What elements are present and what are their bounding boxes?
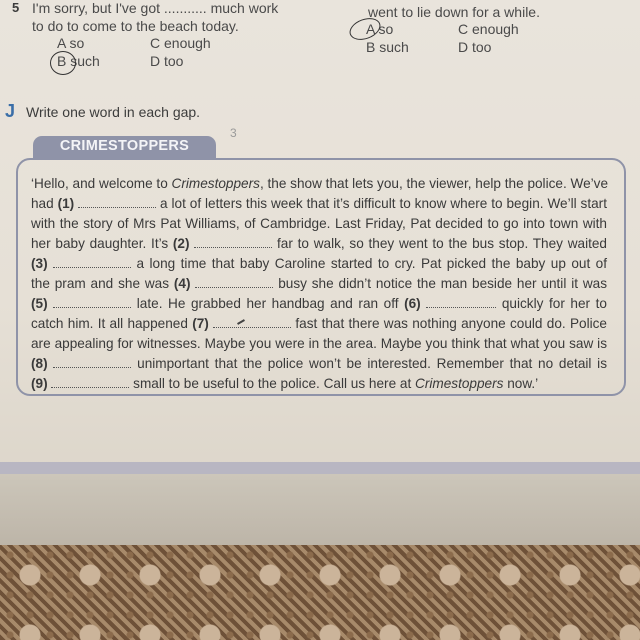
- answer-gap-2[interactable]: [194, 237, 272, 248]
- option-c[interactable]: C enough: [458, 21, 519, 37]
- answer-gap-9[interactable]: [51, 377, 129, 388]
- gap-number: (3): [31, 256, 48, 271]
- gap-number: (2): [172, 236, 190, 251]
- passage-line: the pram and she was (4) busy she didn’t notice the man beside her until it was: [31, 276, 608, 291]
- option-a[interactable]: A so: [57, 35, 85, 51]
- exercise-instruction: Write one word in each gap.: [26, 104, 201, 120]
- gap-number: (4): [173, 276, 191, 291]
- passage-line: ‘Hello, and welcome to Crimestoppers, the show that lets you, the viewer, help the police. We’ve: [31, 176, 609, 191]
- passage-line: with the story of Mrs Pat Williams, of Cambridge. Last Friday, Pat decided to go into town with: [31, 216, 607, 231]
- answer-gap-1[interactable]: [78, 197, 156, 208]
- answer-circle-mark: [50, 51, 76, 75]
- page-footer-area: [0, 474, 640, 545]
- passage-line: her baby daughter. It’s (2) far to walk, so they went to the bus stop. They waited: [31, 236, 607, 251]
- page-divider-band: [0, 462, 640, 474]
- passage-line: (3) a long time that baby Caroline started to cry. Pat picked the baby up out of: [31, 256, 608, 271]
- passage-line: had (1) a lot of letters this week that it’s difficult to know where to begin. We’ll start: [31, 196, 607, 211]
- option-b[interactable]: B such: [366, 39, 409, 55]
- option-b[interactable]: B such: [57, 53, 100, 69]
- passage-line: (5) late. He grabbed her handbag and ran off (6) quickly for her to: [31, 296, 607, 311]
- gap-number: (9): [31, 376, 48, 391]
- option-d[interactable]: D too: [150, 53, 184, 69]
- lace-tablecloth: [0, 545, 640, 640]
- gap-number: (1): [57, 196, 75, 211]
- passage-line: are appealing for witnesses. Maybe you were in the area. Maybe you think that what you saw is: [31, 336, 607, 351]
- answer-gap-7[interactable]: [213, 317, 291, 328]
- gap-number: (5): [31, 296, 48, 311]
- answer-gap-3[interactable]: [53, 257, 131, 268]
- question-text-line2: to do to come to the beach today.: [32, 18, 239, 34]
- answer-gap-6[interactable]: [426, 297, 496, 308]
- passage-title: CRIMESTOPPERS: [59, 138, 190, 154]
- gap-number: (6): [404, 296, 421, 311]
- question-number: 5: [12, 0, 20, 15]
- answer-gap-8[interactable]: [53, 357, 131, 368]
- show-name: Crimestoppers: [415, 376, 504, 391]
- gap-number: (8): [31, 356, 48, 371]
- option-a[interactable]: A so: [366, 21, 394, 37]
- passage-line: (8) unimportant that the police won’t be interested. Remember that no detail is: [31, 356, 607, 371]
- question-text-line1: went to lie down for a while.: [368, 4, 540, 20]
- show-name: Crimestoppers: [171, 176, 260, 191]
- gap-number: (7): [192, 316, 209, 331]
- question-text-line1: I'm sorry, but I've got ........... much work: [32, 0, 279, 16]
- exercise-letter: J: [5, 101, 16, 121]
- passage-title-tab: [33, 136, 216, 160]
- option-c[interactable]: C enough: [150, 35, 211, 51]
- answer-gap-4[interactable]: [195, 277, 273, 288]
- option-d[interactable]: D too: [458, 39, 492, 55]
- answer-gap-5[interactable]: [53, 297, 131, 308]
- passage-line: catch him. It all happened (7) fast that there was nothing anyone could do. Police: [31, 316, 607, 331]
- passage-line: (9) small to be useful to the police. Call us here at Crimestoppers now.’: [31, 376, 539, 391]
- pencil-mark: 3: [230, 126, 237, 140]
